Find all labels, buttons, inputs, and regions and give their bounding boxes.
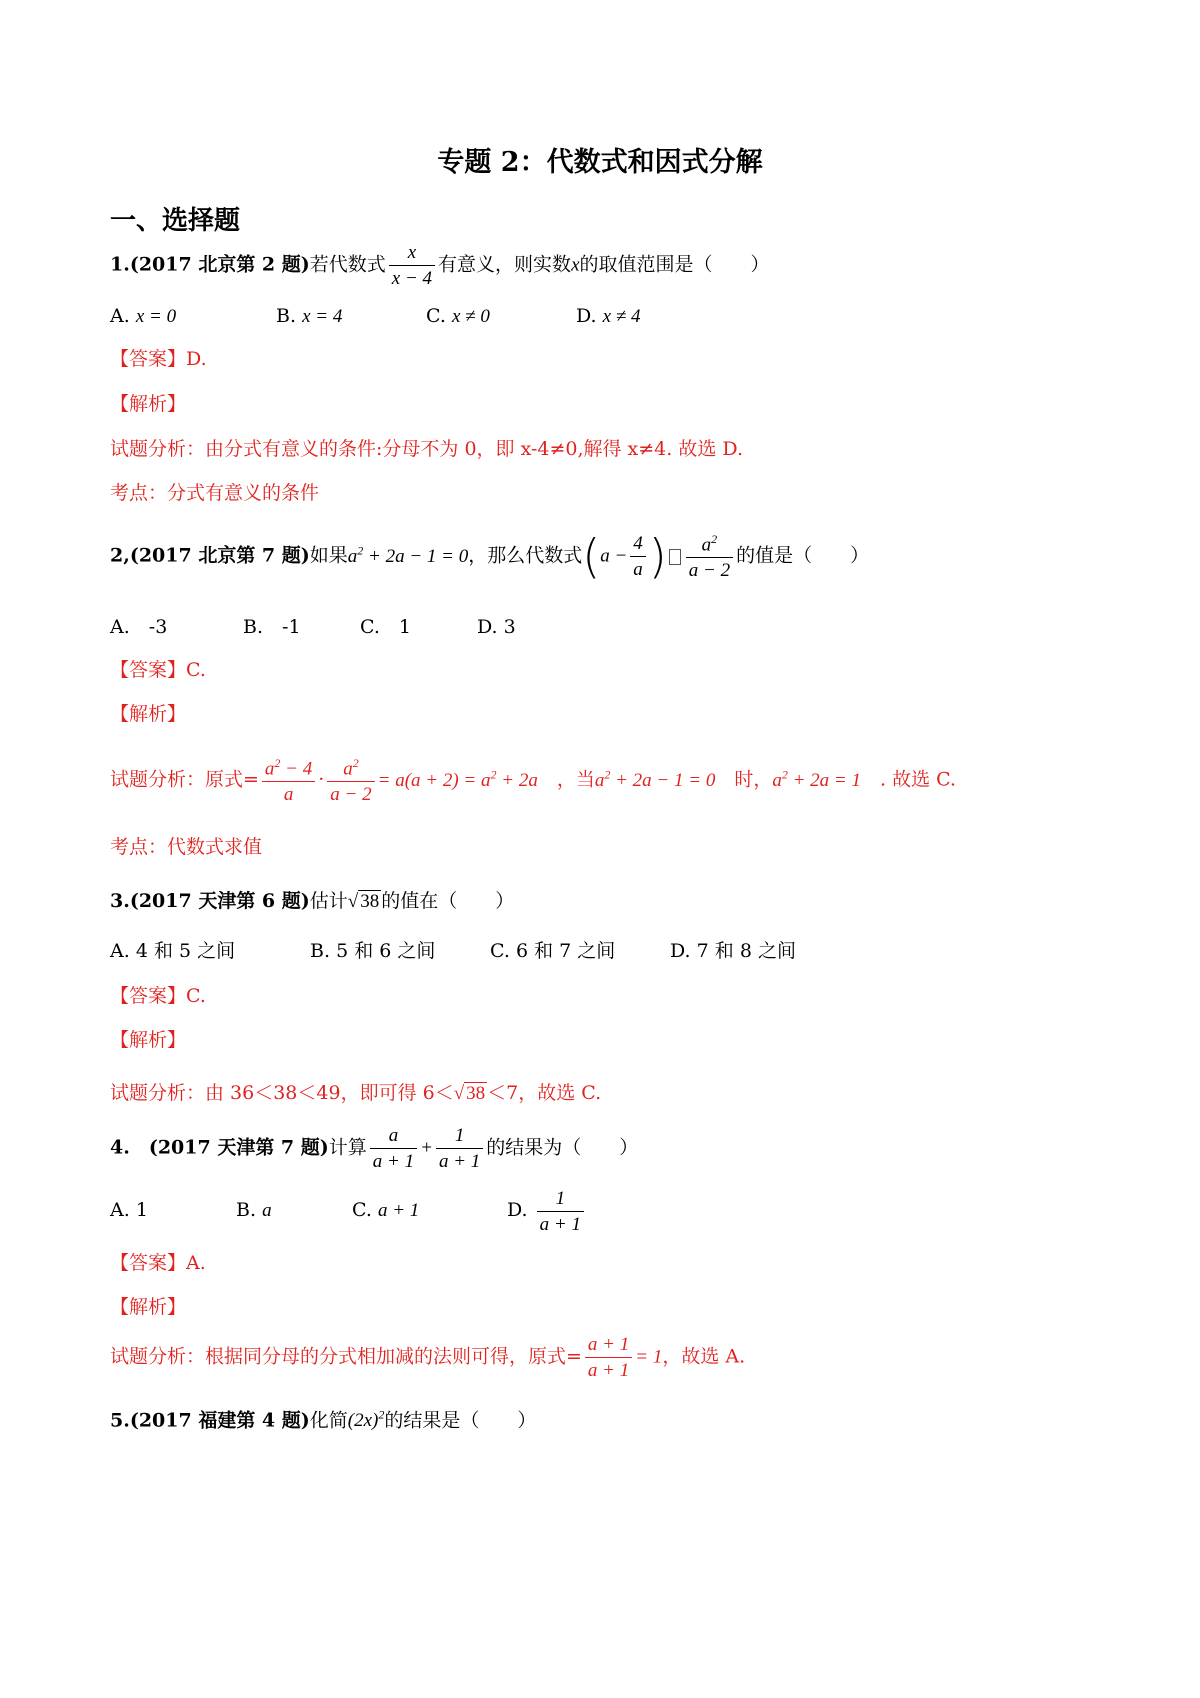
q3-option-a: A. 4 和 5 之间 bbox=[110, 940, 236, 962]
q2-frac-1: $\frac{4}{a}$ bbox=[630, 534, 646, 579]
q4-options bbox=[110, 1189, 587, 1234]
section-heading: 一、选择题 bbox=[110, 206, 241, 236]
page-title: 专题 2：代数式和因式分解 bbox=[437, 147, 763, 178]
question-5: 5.(2017 福建第 4 题)化简$(2x)^2$的结果是（ ） bbox=[110, 1408, 537, 1432]
question-2: 2,(2017 北京第 7 题)如果$a^2 + 2a - 1 = 0$，那么代数式(a − $\frac{4}{a}$ ) $\frac{a^2}{a - 2}$ 的值是（ ） bbox=[110, 529, 870, 584]
q2-answer: 【答案】C. bbox=[110, 659, 206, 681]
q2-point: 考点：代数式求值 bbox=[110, 836, 263, 858]
q1-option-a: A. x = 0 bbox=[110, 305, 177, 327]
question-4: 4. (2017 天津第 7 题)计算 $\frac{a}{a + 1}$ + $\frac{1}{a + 1}$ 的结果为（ ） bbox=[110, 1125, 639, 1172]
q2-analysis-label: 【解析】 bbox=[110, 703, 187, 725]
q4-frac-2: $\frac{1}{a + 1}$ bbox=[436, 1126, 483, 1171]
q2-option-a: A. -3 bbox=[110, 616, 168, 638]
q4-analysis: 试题分析：根据同分母的分式相加减的法则可得，原式= $\frac{a + 1}{a + 1}$ = 1，故选 A. bbox=[110, 1334, 746, 1381]
q2-options bbox=[110, 618, 516, 637]
q2-option-b: B. -1 bbox=[243, 616, 301, 638]
q1-text-2: 有意义，则实数 bbox=[438, 253, 572, 276]
q1-var: x bbox=[571, 254, 580, 276]
q3-options bbox=[110, 942, 796, 961]
q2-option-d: D. 3 bbox=[477, 616, 516, 638]
q2-condition: $a^2 + 2a - 1 = 0$ bbox=[347, 543, 469, 567]
q2-option-c: C. 1 bbox=[360, 616, 412, 638]
q1-head: 1.(2017 北京第 2 题) bbox=[110, 253, 310, 276]
q1-frac-den: x − 4 bbox=[391, 268, 433, 289]
question-1 bbox=[110, 243, 770, 288]
q1-analysis-label: 【解析】 bbox=[110, 393, 187, 415]
q1-option-d: D. x ≠ 4 bbox=[576, 305, 641, 327]
q1-option-b: B. x = 4 bbox=[276, 305, 343, 327]
q1-analysis: 试题分析：由分式有意义的条件:分母不为 0，即 x-4≠0,解得 x≠4. 故选 D. bbox=[110, 438, 743, 460]
q1-text-3: 的取值范围是（ ） bbox=[579, 253, 770, 276]
q4-option-a: A. 1 bbox=[110, 1199, 148, 1221]
sqrt-38: √ 38 bbox=[347, 891, 380, 912]
q3-analysis: 试题分析：由 36＜38＜49，即可得 6＜√ 38 ＜7，故选 C. bbox=[110, 1082, 602, 1104]
q3-answer: 【答案】C. bbox=[110, 985, 206, 1007]
q3-analysis-label: 【解析】 bbox=[110, 1029, 187, 1051]
q2-an-frac-1: $\frac{a^2 - 4}{a}$ bbox=[262, 757, 315, 804]
q3-option-d: D. 7 和 8 之间 bbox=[670, 940, 796, 962]
q4-option-c: C. a + 1 bbox=[352, 1199, 420, 1221]
q4-analysis-label: 【解析】 bbox=[110, 1296, 187, 1318]
q1-option-c: C. x ≠ 0 bbox=[426, 305, 490, 327]
q1-text-1: 若代数式 bbox=[309, 253, 386, 276]
right-paren: ) bbox=[648, 529, 667, 584]
q2-frac-2: $\frac{a^2}{a - 2}$ bbox=[686, 533, 733, 580]
q1-answer: 【答案】D. bbox=[110, 348, 207, 370]
q3-option-c: C. 6 和 7 之间 bbox=[490, 940, 616, 962]
q1-point: 考点：分式有意义的条件 bbox=[110, 482, 320, 504]
q2-head: 2,(2017 北京第 7 题) bbox=[110, 544, 310, 567]
q4-frac-1: $\frac{a}{a + 1}$ bbox=[370, 1126, 417, 1171]
missing-glyph-box bbox=[669, 549, 681, 565]
question-3: 3.(2017 天津第 6 题)估计√ 38 的值在（ ） bbox=[110, 890, 515, 912]
q3-option-b: B. 5 和 6 之间 bbox=[310, 940, 436, 962]
left-paren: ( bbox=[582, 529, 601, 584]
q4-option-d: D. $\frac{1}{a + 1}$ bbox=[507, 1189, 587, 1234]
q1-options bbox=[110, 307, 641, 326]
q2-an-frac-2: $\frac{a^2}{a - 2}$ bbox=[327, 757, 374, 804]
q4-answer: 【答案】A. bbox=[110, 1252, 206, 1274]
q4-option-b: B. a bbox=[236, 1199, 272, 1221]
q1-frac-num: x bbox=[389, 243, 435, 266]
q1-fraction bbox=[389, 243, 435, 288]
q2-analysis: 试题分析：原式= $\frac{a^2 - 4}{a}$ · $\frac{a^2}{a - 2}$ = $a(a + 2) = a^2 + 2a$ ，当$a^2 + 2a - 1 = 0$ 时，$a^2 + 2a = 1$ . 故选 C. bbox=[110, 756, 957, 806]
